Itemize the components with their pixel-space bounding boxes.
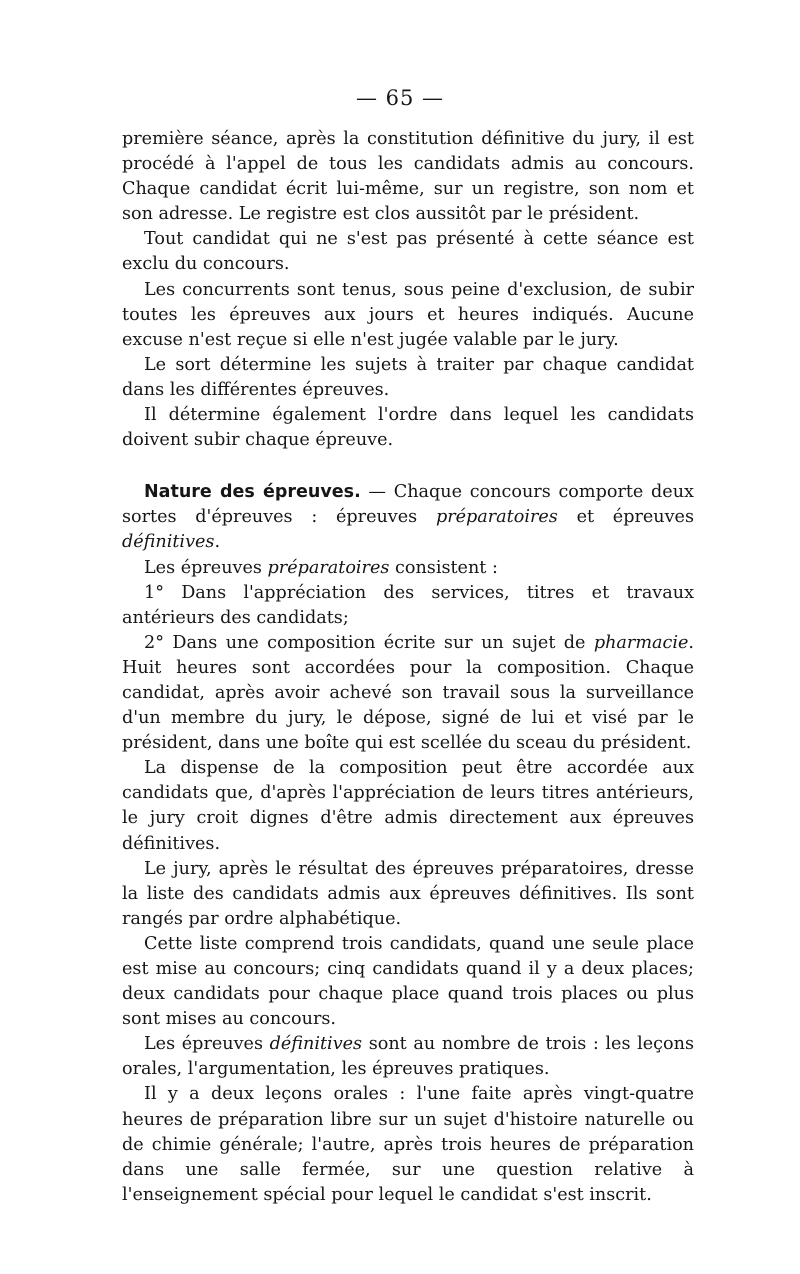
page-number: — 65 — [355,86,445,110]
paragraph: Le jury, après le résultat des épreuves préparatoires, dresse la liste des candidats admis aux épreuves définitives. Ils sont rangés par ordre alphabétique. [122,858,694,929]
italic-term: préparatoires [435,507,558,528]
text-run: . Huit heures sont accordées pour la composition. Chaque candidat, après avoir achevé son travail sous la surveillance d'un membre du jury, le dépose, signé de lui et visé par le président, dans une boîte qui est scellée du sceau du président. [122,632,694,754]
paragraph: Les concurrents sont tenus, sous peine d'exclusion, de subir toutes les épreuves aux jours et heures indiqués. Aucune excuse n'est reçue si elle n'est jugée valable par le jury. [122,279,694,350]
text-run: — Chaque concours comporte deux sortes d'épreuves : épreuves [122,482,694,528]
paragraph: première séance, après la constitution définitive du jury, il est procédé à l'appel de tous les candidats admis au concours. Chaque candidat écrit lui-même, sur un registre, son nom et son adresse. Le registre est clos aussitôt par le président. [122,129,694,225]
text-run: Les épreuves [144,557,268,578]
text-run: consistent : [389,557,498,578]
italic-term: définitives [122,532,215,553]
list-item [122,631,694,756]
italic-term: définitives [269,1034,363,1055]
italic-term: pharmacie [593,632,689,653]
paragraph [122,556,694,581]
list-item: 1° Dans l'appréciation des services, titres et travaux antérieurs des candidats; [122,582,694,628]
text-run: 2° Dans une composition écrite sur un sujet de [144,632,594,653]
section-heading: Nature des épreuves. [144,482,361,503]
text-run: . [214,532,221,553]
text-run: sont au nombre de trois : les leçons orales, l'argumentation, les épreuves pratiques. [122,1034,694,1080]
paragraph: Il détermine également l'ordre dans lequel les candidats doivent subir chaque épreuve. [122,405,694,451]
paragraph: Cette liste comprend trois candidats, quand une seule place est mise au concours; cinq candidats quand il y a deux places; deux candidats pour chaque place quand trois places ou plus sont mises au concours. [122,933,694,1030]
text-run: et épreuves [557,507,694,528]
italic-term: préparatoires [267,557,390,578]
section-paragraph [122,480,694,555]
body-text [122,127,694,1208]
paragraph: Le sort détermine les sujets à traiter par chaque candidat dans les différentes épreuves. [122,354,694,400]
paragraph: La dispense de la composition peut être accordée aux candidats que, d'après l'appréciation de leurs titres antérieurs, le jury croit dignes d'être admis directement aux épreuves définitives. [122,758,694,854]
paragraph [122,1032,694,1082]
paragraph: Il y a deux leçons orales : l'une faite après vingt-quatre heures de préparation libre sur un sujet d'histoire naturelle ou de chimie générale; l'autre, après trois heures de préparation dans une salle fermée, sur une question relative à l'enseignement spécial pour lequel le candidat s'est inscrit. [122,1084,694,1205]
paragraph: Tout candidat qui ne s'est pas présenté à cette séance est exclu du concours. [122,229,694,275]
text-run: Les épreuves [144,1034,270,1055]
